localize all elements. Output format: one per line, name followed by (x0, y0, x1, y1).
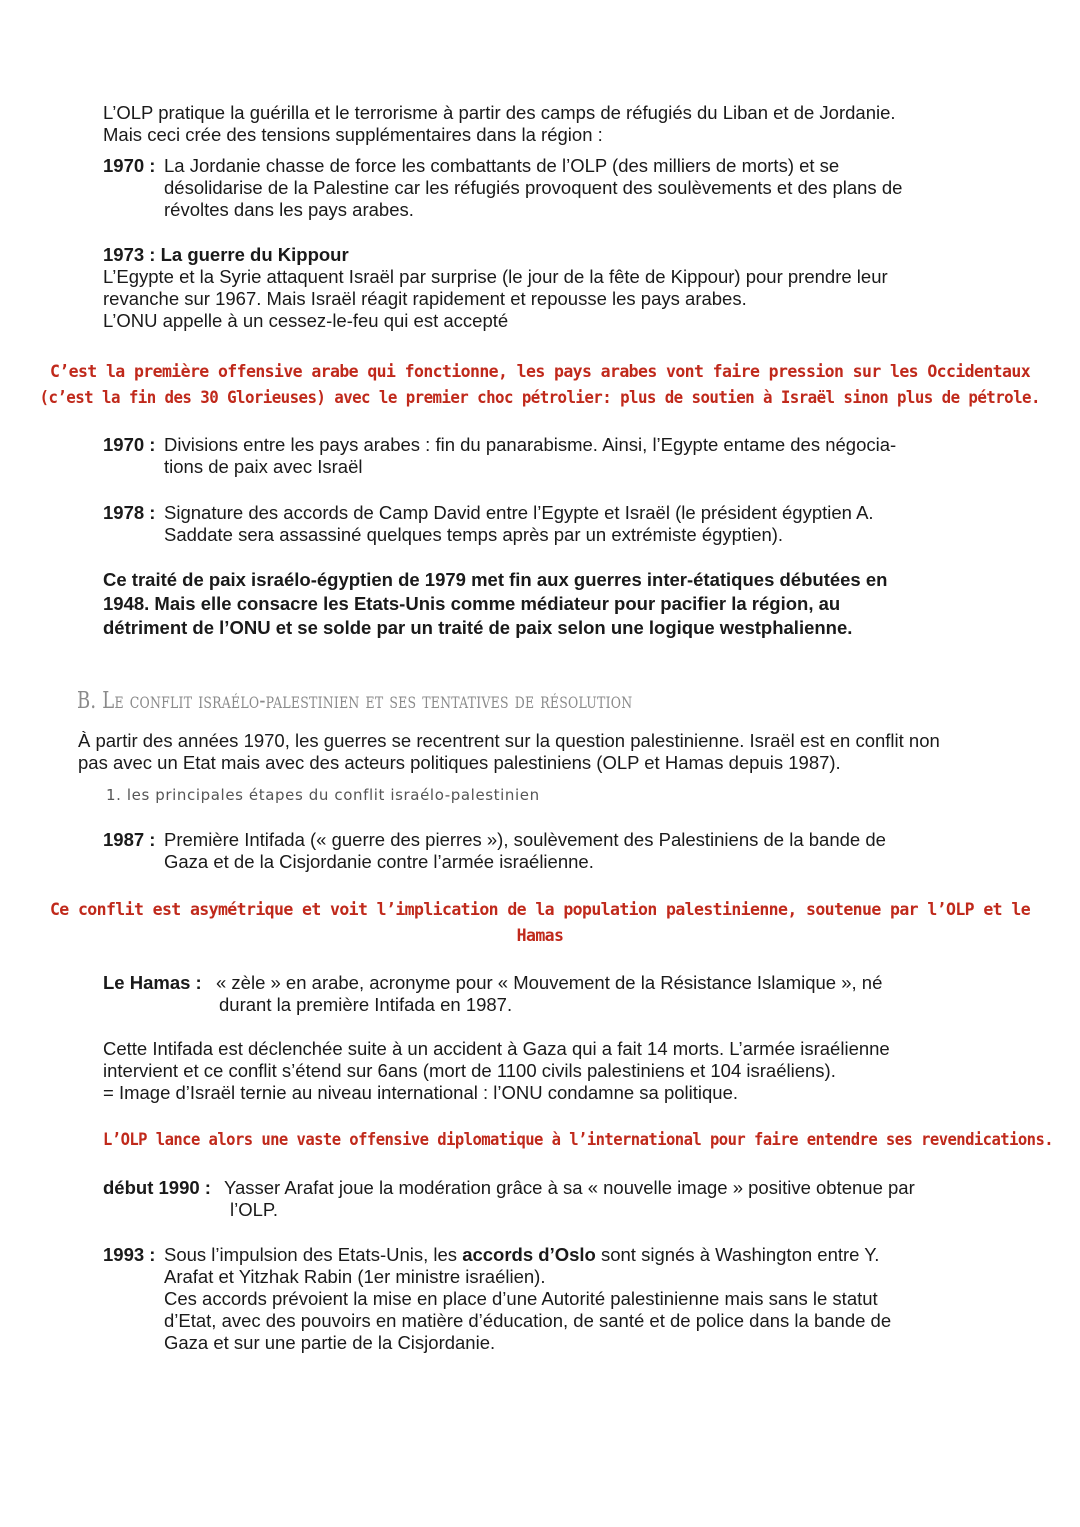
conclusion-text: 1948. Mais elle consacre les Etats-Unis comme médiateur pour pacifier la région, au (103, 593, 841, 614)
section-intro: À partir des années 1970, les guerres se recentrent sur la question palestinienne. Israël est en conflit non (78, 730, 940, 751)
event-text: révoltes dans les pays arabes. (164, 199, 414, 220)
event-text: Divisions entre les pays arabes : fin du panarabisme. Ainsi, l’Egypte entame des négocia- (164, 434, 897, 455)
event-date-label: 1978 : (103, 502, 156, 523)
event-text: Gaza et sur une partie de la Cisjordanie. (164, 1332, 496, 1353)
event-date-label: 1970 : (103, 434, 156, 455)
conclusion-text: détriment de l’ONU et se solde par un traité de paix selon une logique westphalienne. (103, 617, 853, 638)
event-text: Yasser Arafat joue la modération grâce à sa « nouvelle image » positive obtenue par (224, 1177, 915, 1198)
kippour-heading: 1973 : La guerre du Kippour (103, 244, 349, 265)
event-text: tions de paix avec Israël (164, 456, 363, 477)
event-text: Ces accords prévoient la mise en place d’une Autorité palestinienne mais sans le statut (164, 1288, 878, 1309)
definition-text: durant la première Intifada en 1987. (219, 994, 513, 1015)
intro-line: L’OLP pratique la guérilla et le terrorisme à partir des camps de réfugiés du Liban et de Jordanie. (103, 102, 896, 123)
highlight-note: L’OLP lance alors une vaste offensive diplomatique à l’international pour faire entendre ses revendications. (103, 1130, 1054, 1149)
subsection-title: 1. les principales étapes du conflit israélo-palestinien (106, 786, 540, 804)
kippour-text: L’Egypte et la Syrie attaquent Israël par surprise (le jour de la fête de Kippour) pour prendre leur (103, 266, 888, 287)
highlight-note: C’est la première offensive arabe qui fonctionne, les pays arabes vont faire pression sur les Occidentaux (49, 362, 1031, 381)
section-intro: pas avec un Etat mais avec des acteurs politiques palestiniens (OLP et Hamas depuis 1987). (78, 752, 841, 773)
highlight-note: Hamas (516, 926, 564, 945)
event-text: La Jordanie chasse de force les combattants de l’OLP (des milliers de morts) et se (164, 155, 840, 176)
event-text: l’OLP. (230, 1199, 278, 1220)
event-text: désolidarise de la Palestine car les réfugiés provoquent des soulèvements et des plans de (164, 177, 903, 198)
event-date-label: début 1990 : (103, 1177, 211, 1198)
highlight-note: (c’est la fin des 30 Glorieuses) avec le premier choc pétrolier: plus de soutien à Israël sinon plus de pétrole. (39, 388, 1041, 407)
highlight-note: Ce conflit est asymétrique et voit l’implication de la population palestinienne, soutenue par l’OLP et le (49, 900, 1031, 919)
definition-text: « zèle » en arabe, acronyme pour « Mouvement de la Résistance Islamique », né (216, 972, 883, 993)
event-text: d’Etat, avec des pouvoirs en matière d’éducation, de santé et de police dans la bande de (164, 1310, 892, 1331)
section-title: B. Le conflit israélo-palestinien et ses tentatives de résolution (77, 688, 633, 714)
event-text: Première Intifada (« guerre des pierres »), soulèvement des Palestiniens de la bande de (164, 829, 886, 850)
event-text-part: sont signés à Washington entre Y. (595, 1244, 880, 1265)
event-text-part: Sous l’impulsion des Etats-Unis, les (164, 1244, 463, 1265)
intro-line: Mais ceci crée des tensions supplémentaires dans la région : (103, 124, 603, 145)
event-text: Signature des accords de Camp David entre l’Egypte et Israël (le président égyptien A. (164, 502, 874, 523)
event-date-label: 1987 : (103, 829, 156, 850)
event-date-label: 1970 : (103, 155, 156, 176)
event-date-label: 1993 : (103, 1244, 156, 1265)
intifada-text: intervient et ce conflit s’étend sur 6ans (mort de 1100 civils palestiniens et 104 israéliens). (103, 1060, 836, 1081)
event-text: Arafat et Yitzhak Rabin (1er ministre israélien). (164, 1266, 546, 1287)
oslo-accords-term: accords d’Oslo (462, 1244, 596, 1265)
event-text: Saddate sera assassiné quelques temps après par un extrémiste égyptien). (164, 524, 784, 545)
definition-label: Le Hamas : (103, 972, 202, 993)
kippour-text: revanche sur 1967. Mais Israël réagit rapidement et repousse les pays arabes. (103, 288, 747, 309)
intifada-text: Cette Intifada est déclenchée suite à un accident à Gaza qui a fait 14 morts. L’armée israélienne (103, 1038, 890, 1059)
kippour-text: L’ONU appelle à un cessez-le-feu qui est accepté (103, 310, 509, 331)
conclusion-text: Ce traité de paix israélo-égyptien de 1979 met fin aux guerres inter-étatiques débutées en (103, 569, 888, 590)
event-text: Gaza et de la Cisjordanie contre l’armée israélienne. (164, 851, 594, 872)
event-text (164, 1244, 879, 1266)
intifada-text: = Image d’Israël ternie au niveau international : l’ONU condamne sa politique. (103, 1082, 739, 1103)
